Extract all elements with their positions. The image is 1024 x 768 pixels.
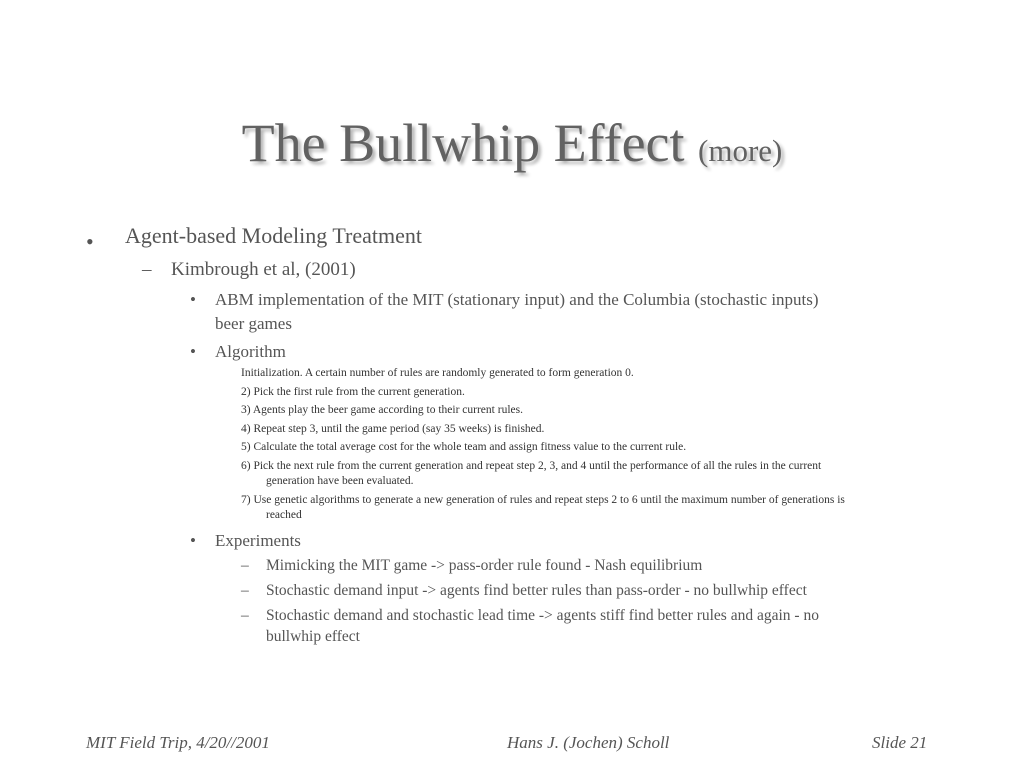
algorithm-step-continued: reached: [266, 509, 302, 521]
title-sub: (more): [698, 133, 783, 168]
dash-marker: –: [142, 259, 152, 280]
algorithm-step: 7) Use genetic algorithms to generate a new generation of rules and repeat steps 2 to 6 until the maximum number of generations is: [241, 494, 845, 506]
bullet-marker: •: [86, 229, 94, 254]
point-abm-line-2: beer games: [215, 314, 292, 333]
algorithm-step-continued: generation have been evaluated.: [266, 475, 414, 487]
algorithm-step: 5) Calculate the total average cost for the whole team and assign fitness value to the current rule.: [241, 441, 687, 453]
point-algorithm: Algorithm: [215, 342, 286, 361]
sub-bullet-kimbrough: Kimbrough et al, (2001): [171, 259, 356, 280]
bullet-agent-based-modeling: Agent-based Modeling Treatment: [125, 223, 422, 248]
point-abm-line-1: ABM implementation of the MIT (stationary input) and the Columbia (stochastic inputs): [215, 290, 819, 309]
point-marker: •: [190, 342, 196, 361]
dash-marker: –: [241, 582, 249, 599]
algorithm-step: 2) Pick the first rule from the current generation.: [241, 386, 465, 398]
experiment-item: Stochastic demand input -> agents find better rules than pass-order - no bullwhip effect: [266, 582, 807, 599]
algorithm-step: 3) Agents play the beer game according to their current rules.: [241, 404, 523, 416]
footer-slide-number: Slide 21: [872, 733, 928, 752]
dash-marker: –: [241, 607, 249, 624]
algorithm-step: 4) Repeat step 3, until the game period (say 35 weeks) is finished.: [241, 423, 545, 435]
dash-marker: –: [241, 557, 249, 574]
point-experiments: Experiments: [215, 531, 301, 550]
experiment-item: Stochastic demand and stochastic lead time -> agents stiff find better rules and again - no: [266, 607, 819, 624]
point-marker: •: [190, 531, 196, 550]
footer-event: MIT Field Trip, 4/20//2001: [86, 733, 270, 752]
footer-author: Hans J. (Jochen) Scholl: [507, 733, 670, 752]
title-main: The Bullwhip Effect: [241, 113, 685, 173]
algorithm-step: Initialization. A certain number of rules are randomly generated to form generation 0.: [241, 367, 634, 379]
point-marker: •: [190, 290, 196, 309]
algorithm-step: 6) Pick the next rule from the current generation and repeat step 2, 3, and 4 until the performance of all the rules in the current: [241, 460, 822, 472]
experiment-item: Mimicking the MIT game -> pass-order rule found - Nash equilibrium: [266, 557, 703, 574]
experiment-item-continued: bullwhip effect: [266, 628, 360, 645]
slide-title: [0, 112, 1024, 174]
